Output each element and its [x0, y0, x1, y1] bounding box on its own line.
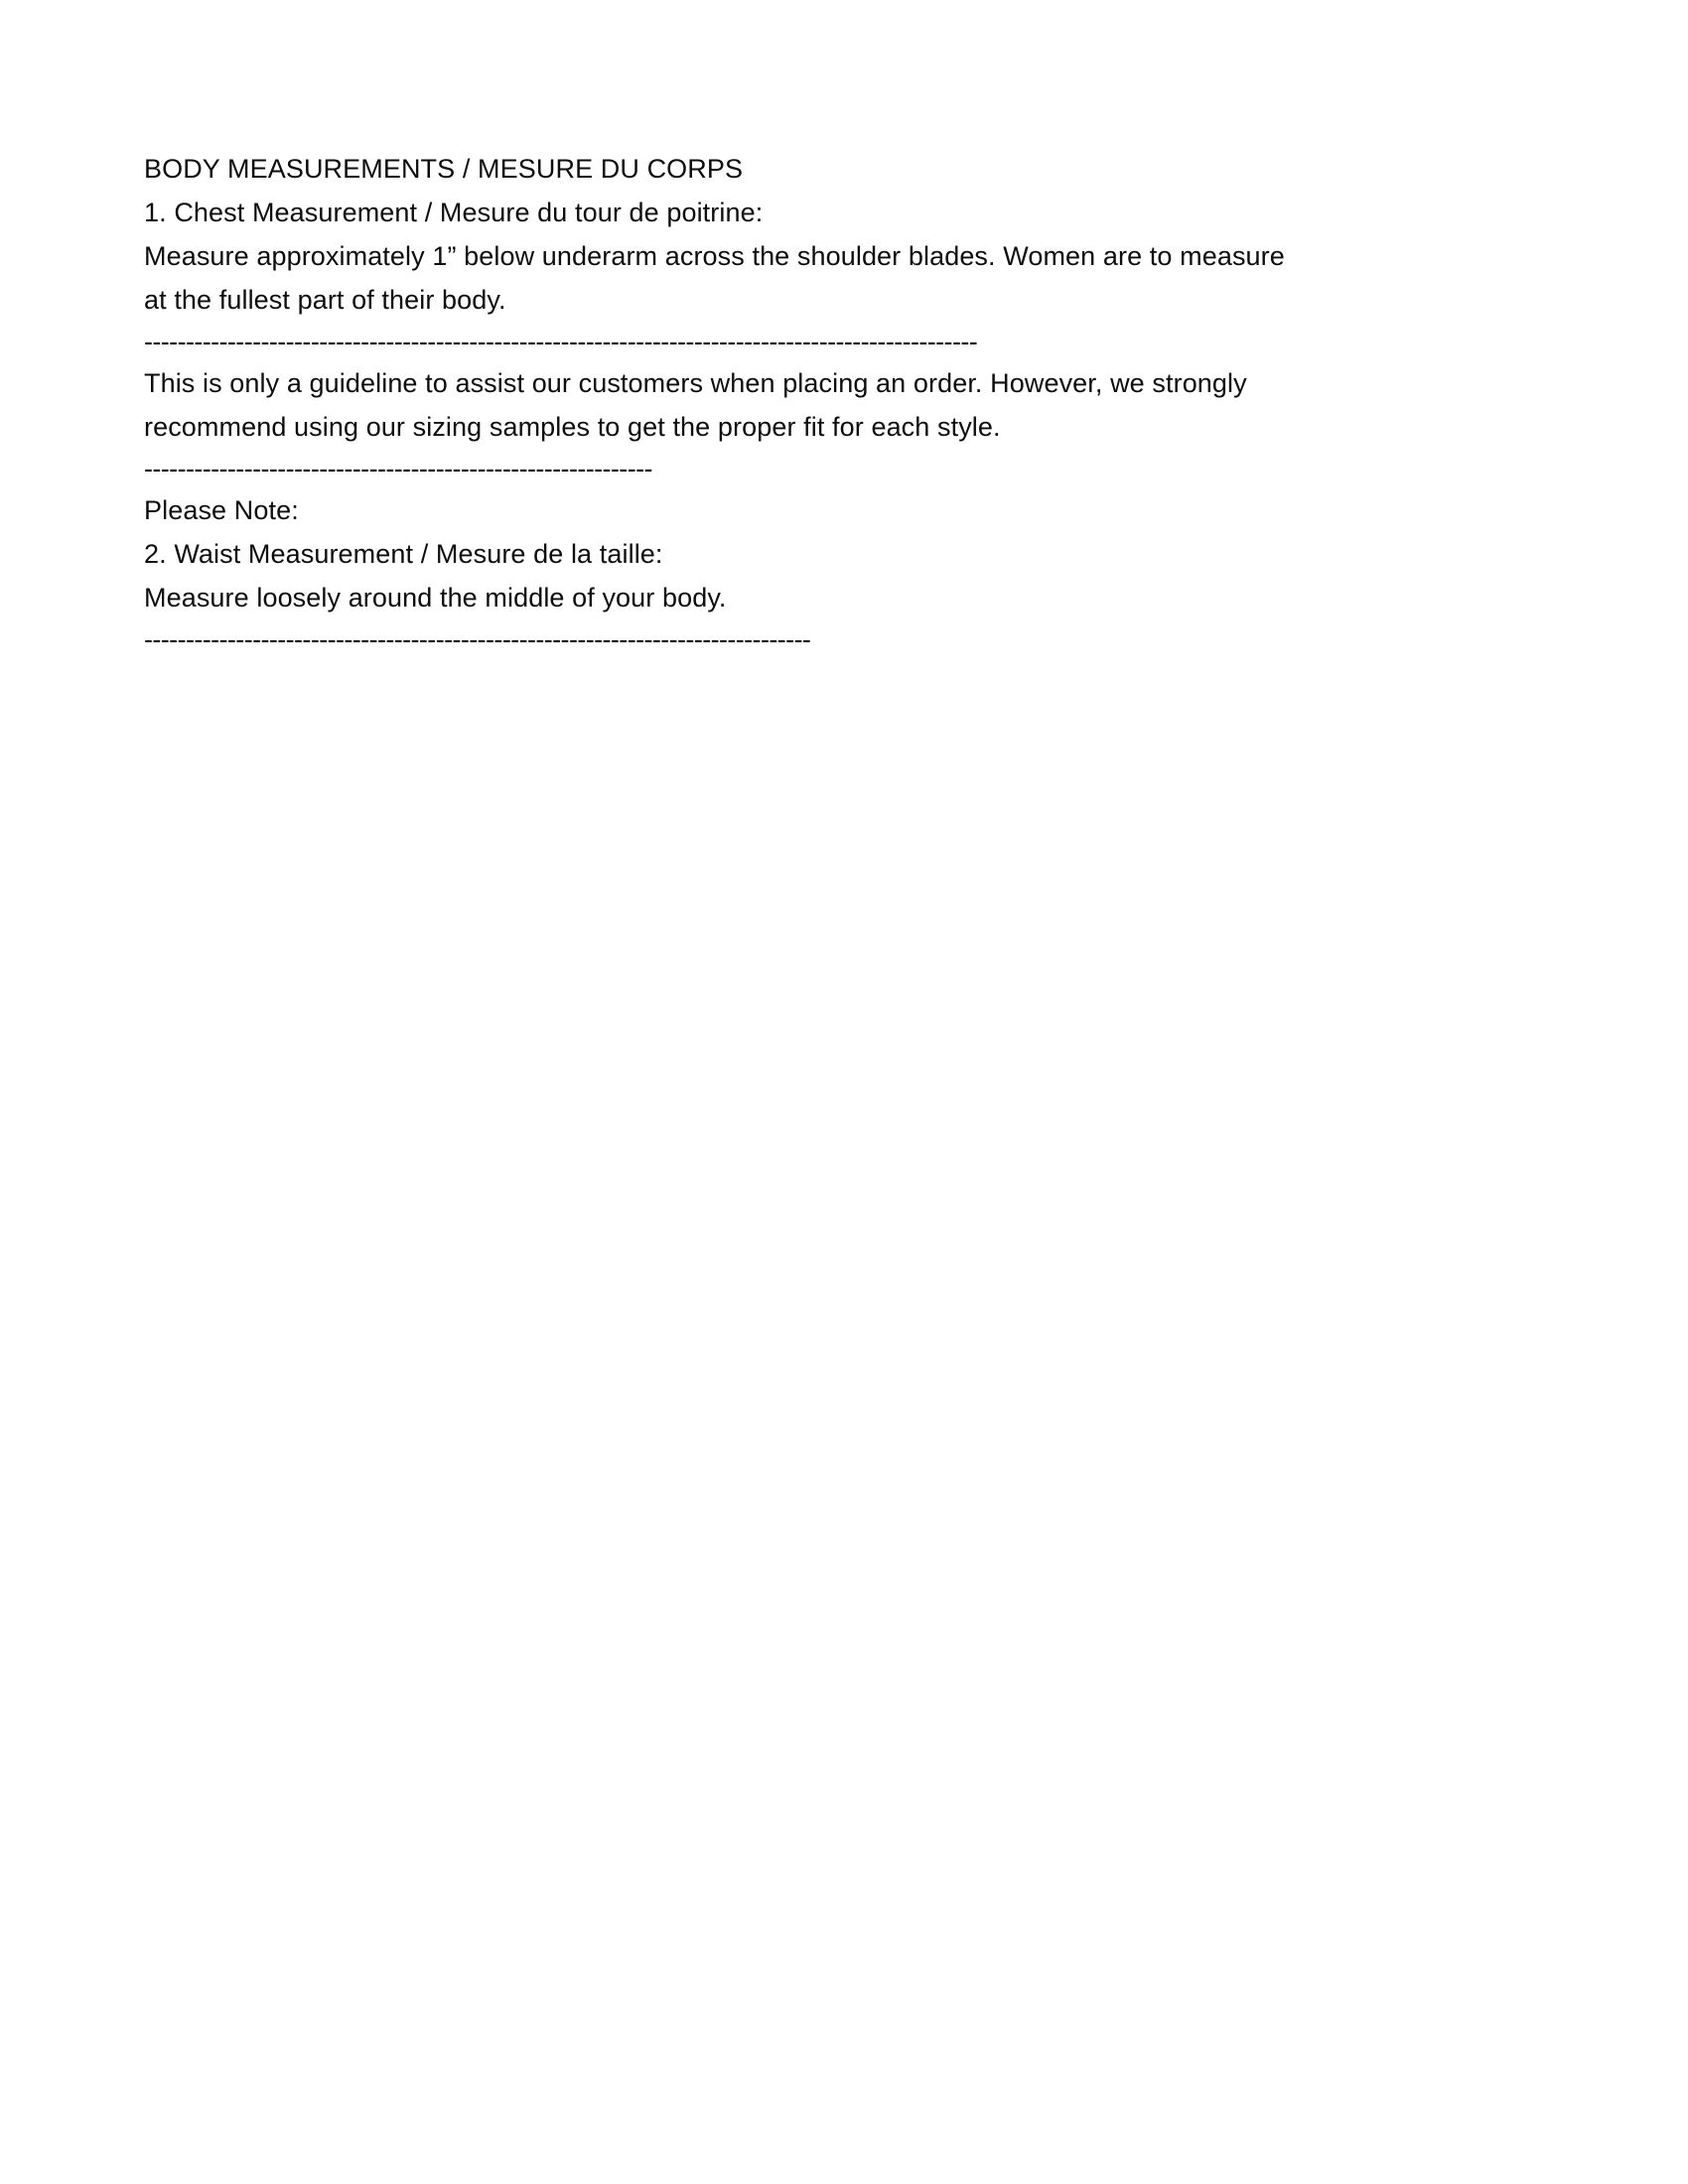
- chest-measurement-title: 1. Chest Measurement / Mesure du tour de poitrine:: [144, 198, 764, 227]
- waist-measurement-body: Measure loosely around the middle of your body.: [144, 583, 727, 613]
- divider-three: --------------------------------------------------------------------------------: [144, 624, 811, 654]
- chest-measurement-body: Measure approximately 1” below underarm across the shoulder blades. Women are to measure at the fullest part of their body.: [144, 241, 1285, 315]
- please-note-label: Please Note:: [144, 495, 299, 525]
- guideline-note: This is only a guideline to assist our customers when placing an order. However, we strongly recommend using our sizing samples to get the proper fit for each style.: [144, 368, 1247, 442]
- document-heading: BODY MEASUREMENTS / MESURE DU CORPS: [144, 154, 744, 184]
- divider-one: ----------------------------------------------------------------------------------------------------: [144, 327, 978, 356]
- waist-measurement-title: 2. Waist Measurement / Mesure de la taille:: [144, 539, 663, 569]
- divider-two: -------------------------------------------------------------: [144, 454, 652, 483]
- document-content: [144, 147, 1465, 659]
